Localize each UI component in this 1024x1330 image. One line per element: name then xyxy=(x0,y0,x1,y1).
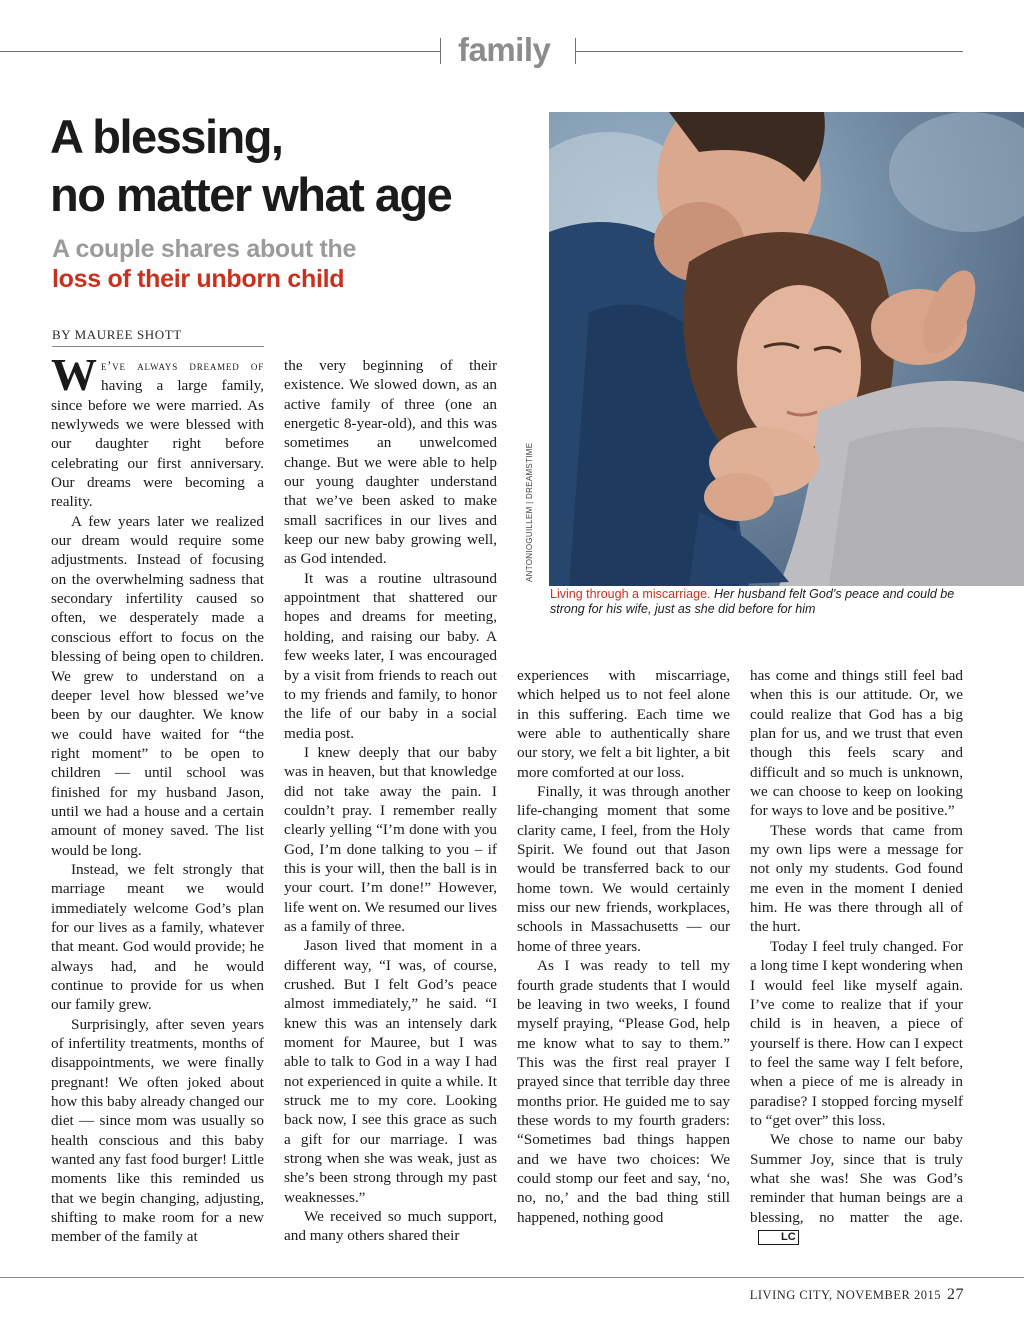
paragraph-5: the very beginning of their existence. We slowed down, as an active family of three (one an energetic 8-year-old), and this was sometimes an unwelcomed change. But we were able to help our young daughter understand that we’ve been asked to make small sacrifices in our lives and keep our new baby growing well, as God intended. xyxy=(284,357,497,568)
title-line-1: A blessing, xyxy=(50,110,283,163)
paragraph-14: These words that came from my own lips were a message for not only my students. God found me even in the moment I denied him. He was there through all of the hurt. xyxy=(750,821,963,936)
subtitle-line-2: loss of their unborn child xyxy=(52,265,345,293)
photo-credit: ANTONIOGUILLEM | DREAMSTIME xyxy=(525,442,534,582)
couple-illustration xyxy=(549,112,1024,586)
subtitle-line-1: A couple shares about the xyxy=(52,235,357,263)
paragraph-13: has come and things still feel bad when this is our attitude. Or, we could realize that God has a big plan for us, and we trust that even though this feels scary and difficult and so much is unknown, we can choose to keep on looking for ways to love and be positive.” xyxy=(750,667,963,820)
column-2 xyxy=(284,356,497,1246)
column-3 xyxy=(517,666,730,1227)
photo-caption xyxy=(550,587,970,617)
footer-rule xyxy=(0,1277,1024,1278)
page-number: 27 xyxy=(947,1286,964,1303)
paragraph-1 xyxy=(51,349,264,512)
end-mark-logo: LC xyxy=(758,1230,799,1245)
lead-in: e’ve always dreamed of xyxy=(101,359,264,373)
article-title xyxy=(50,108,550,224)
paragraph-7: I knew deeply that our baby was in heaven, but that knowledge did not take away the pain. I couldn’t pray. I remember really clearly yelling “I’m done with you God, I’m done talking to you – if this is your will, then the ball is in your court. I’m done!” However, life went on. We resumed our lives as a family of three. xyxy=(284,743,497,935)
article-subtitle xyxy=(52,234,512,294)
couple-photo xyxy=(549,112,1024,586)
header-tick-left xyxy=(440,38,441,64)
column-4 xyxy=(750,666,963,1246)
paragraph-6: It was a routine ultrasound appointment that shattered our hopes and dreams for meeting, holding, and raising our baby. A few weeks later, I was encouraged by a visit from friends to reach out to my friends and family, to honor the life of our baby in a social media post. xyxy=(284,569,497,742)
column-1 xyxy=(51,349,264,1247)
drop-cap: W xyxy=(51,349,97,400)
paragraph-4: Surprisingly, after seven years of infertility treatments, months of disappointments, we were finally pregnant! We often joked about how this baby already changed our diet — since mom was usually so health conscious and this baby wanted any fast food burger! Little moments like this reminded us that we begin changing, adjusting, shifting to make room for a new member of the family at xyxy=(51,1015,264,1246)
paragraph-10: experiences with miscarriage, which helped us to not feel alone in this suffering. Each time we were able to authentically share our story, we felt a bit lighter, a bit more comforted at our loss. xyxy=(517,667,730,781)
paragraph-3: Instead, we felt strongly that marriage meant we would immediately welcome God’s plan for our lives as a family, whatever that meant. God would provide; he always had, and he would continue to provide for us when our family grew. xyxy=(51,860,264,1014)
paragraph-11: Finally, it was through another life-changing moment that some clarity came, I feel, from the Holy Spirit. We found out that Jason would be transferred back to our home town. We would certainly miss our new friends, workplaces, schools in Massachusetts — our home of three years. xyxy=(517,783,730,955)
section-label: family xyxy=(458,31,551,68)
paragraph-1-text: having a large family, since before we were married. As newlyweds we were blessed with our daughter right before celebrating our first anniversary. Our dreams were becoming a reality. xyxy=(51,377,264,511)
caption-lead: Living through a miscarriage. xyxy=(550,587,711,601)
title-line-2: no matter what age xyxy=(50,168,452,221)
paragraph-15: Today I feel truly changed. For a long time I kept wondering when I would feel like myself again. I’ve come to realize that if your child is in heaven, a piece of yourself is there. How can I expect to feel the same way I felt before, when a piece of me is already in paradise? I stopped forcing myself to “get over” this loss. xyxy=(750,937,963,1129)
header-rule-left xyxy=(0,51,440,52)
paragraph-9: We received so much support, and many others shared their xyxy=(284,1208,497,1245)
paragraph-2: A few years later we realized our dream would require some adjustments. Instead of focusing on the overwhelming sadness that secondary infertility caused so often, we desperately made a conscious effort to focus on the blessing of being open to children. We grew to understand on a deeper level how blessed we’ve been by our daughter. We know we could have waited for “the right moment” to be open to children — until school was finished for my husband Jason, until we had a house and a certain amount of money saved. The list would be long. xyxy=(51,512,264,859)
byline: BY MAUREE SHOTT xyxy=(52,327,264,347)
header-rule-right xyxy=(575,51,963,52)
paragraph-16-text: We chose to name our baby Summer Joy, since that is truly what she was! She was God’s reminder that human beings are a blessing, no matter the age. xyxy=(750,1131,963,1226)
caption-body: Her husband felt God’s peace and could be strong for his wife, just as she did before for him xyxy=(550,587,955,616)
paragraph-8: Jason lived that moment in a different way, “I was, of course, crushed. But I felt God’s peace almost immediately,” he said. “I knew this was an intensely dark moment for Mauree, but I was able to talk to God in a way I had not experienced in quite a while. It struck me to my core. Looking back now, I see this grace as such a gift for our marriage. I was strong when she was weak, just as she’s been strong through my past weaknesses.” xyxy=(284,937,497,1206)
paragraph-12: As I was ready to tell my fourth grade students that I would be leaving in two weeks, I found myself praying, “Please God, help me know what to say to them.” This was the first real prayer I prayed since that terrible day three months prior. He guided me to say these words to my fourth graders: “Sometimes bad things happen and we have two choices: We could stomp our feet and say, ‘no, no, no,’ and the bad thing still happened, nothing good xyxy=(517,957,730,1226)
publication-info: LIVING CITY, NOVEMBER 2015 xyxy=(749,1288,941,1302)
paragraph-16 xyxy=(750,1130,963,1246)
page-footer xyxy=(750,1286,964,1304)
